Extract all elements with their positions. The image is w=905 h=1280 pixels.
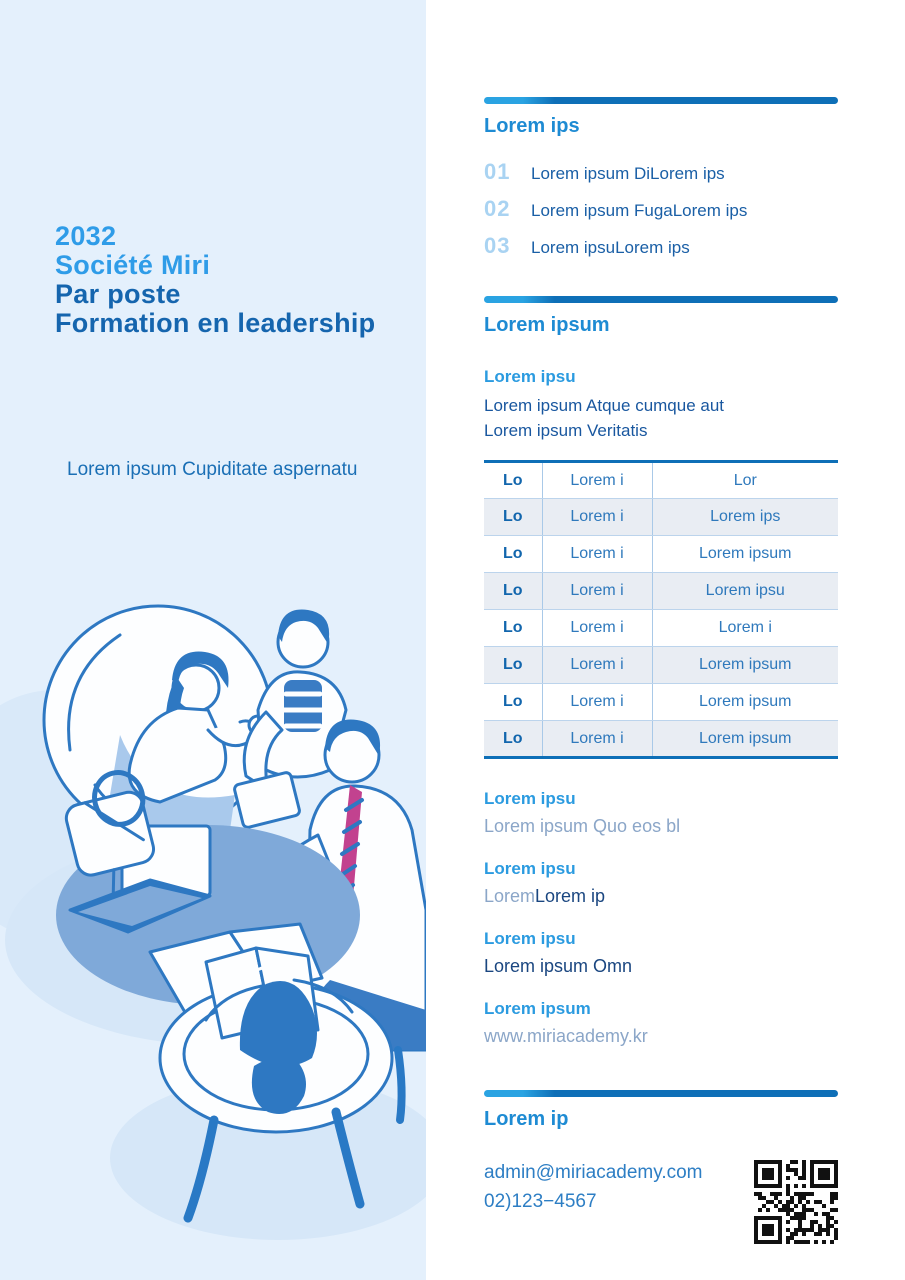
info-value [484, 884, 838, 908]
title-line-4: Formation en leadership [55, 308, 376, 338]
table-cell: Lorem i [542, 536, 652, 573]
title-line-3: Par poste [55, 279, 181, 309]
program-label: Lorem ipsum DiLorem ips [531, 164, 725, 183]
table-row [484, 647, 838, 684]
contact-row [484, 1158, 838, 1244]
info-value-strong: Lorem ip [535, 886, 606, 906]
table-cell: Lorem i [652, 610, 838, 647]
table-cell: Lo [484, 462, 542, 499]
info-label: Lorem ipsu [484, 789, 576, 808]
intro-line [484, 393, 838, 443]
intro-label: Lorem ipsu [484, 367, 576, 386]
page-title [55, 222, 375, 338]
schedule-table-body [484, 462, 838, 758]
website-url: www.miriacademy.kr [484, 1026, 648, 1046]
table-cell: Lor [652, 462, 838, 499]
intro-line-text: Lorem ipsum Atque cumque aut [484, 396, 725, 415]
details-section-title: Lorem ipsum [484, 314, 610, 336]
table-cell: Lo [484, 573, 542, 610]
program-label: Lorem ipsum FugaLorem ips [531, 201, 748, 220]
table-row [484, 462, 838, 499]
contact-phone: 02)123−4567 [484, 1191, 597, 1212]
table-cell: Lorem ips [652, 499, 838, 536]
table-cell: Lorem i [542, 499, 652, 536]
info-label: Lorem ipsu [484, 929, 576, 948]
table-cell: Lo [484, 536, 542, 573]
intro-line-text: Lorem ipsum Veritatis [484, 421, 648, 440]
info-value: Lorem ipsum Omn [484, 956, 633, 976]
table-row [484, 499, 838, 536]
contact-section-title: Lorem ip [484, 1108, 569, 1130]
title-line-year: 2032 [55, 221, 117, 251]
info-block [484, 789, 838, 838]
table-cell: Lorem i [542, 647, 652, 684]
table-cell: Lo [484, 499, 542, 536]
program-item [484, 196, 838, 222]
table-row [484, 684, 838, 721]
table-row [484, 610, 838, 647]
section-divider-bar [484, 97, 838, 104]
program-list [484, 159, 838, 259]
table-cell: Lorem ipsum [652, 647, 838, 684]
program-item [484, 233, 838, 259]
info-block [484, 999, 838, 1048]
section-divider-bar [484, 296, 838, 303]
table-cell: Lorem ipsum [652, 684, 838, 721]
table-cell: Lorem i [542, 610, 652, 647]
info-label: Lorem ipsu [484, 859, 576, 878]
program-number: 03 [484, 233, 511, 258]
qr-code [754, 1160, 838, 1244]
table-cell: Lorem i [542, 462, 652, 499]
info-label: Lorem ipsum [484, 999, 591, 1018]
info-block [484, 859, 838, 908]
content-panel [426, 0, 905, 1280]
program-number: 01 [484, 159, 511, 184]
table-cell: Lorem i [542, 573, 652, 610]
section-divider-bar [484, 1090, 838, 1097]
people-meeting-illustration [0, 580, 426, 1280]
table-cell: Lo [484, 647, 542, 684]
programs-section-title: Lorem ips [484, 115, 580, 137]
info-value-muted: Lorem [484, 886, 536, 906]
table-cell: Lorem ipsum [652, 536, 838, 573]
program-item [484, 159, 838, 185]
left-panel [0, 0, 426, 1280]
table-cell: Lo [484, 721, 542, 758]
info-block [484, 929, 838, 978]
contact-email: admin@miriacademy.com [484, 1162, 703, 1183]
table-row [484, 573, 838, 610]
contact-lines [484, 1158, 703, 1216]
program-label: Lorem ipsuLorem ips [531, 238, 690, 257]
tagline: Lorem ipsum Cupiditate aspernatu [67, 459, 358, 480]
table-row [484, 536, 838, 573]
info-blocks [484, 789, 838, 1048]
table-cell: Lo [484, 610, 542, 647]
table-cell: Lorem ipsum [652, 721, 838, 758]
table-cell: Lorem i [542, 684, 652, 721]
info-value: Lorem ipsum Quo eos bl [484, 816, 681, 836]
program-number: 02 [484, 196, 511, 221]
schedule-table [484, 460, 838, 759]
table-cell: Lorem i [542, 721, 652, 758]
table-cell: Lo [484, 684, 542, 721]
title-line-company: Société Miri [55, 250, 211, 280]
table-row [484, 721, 838, 758]
table-cell: Lorem ipsu [652, 573, 838, 610]
